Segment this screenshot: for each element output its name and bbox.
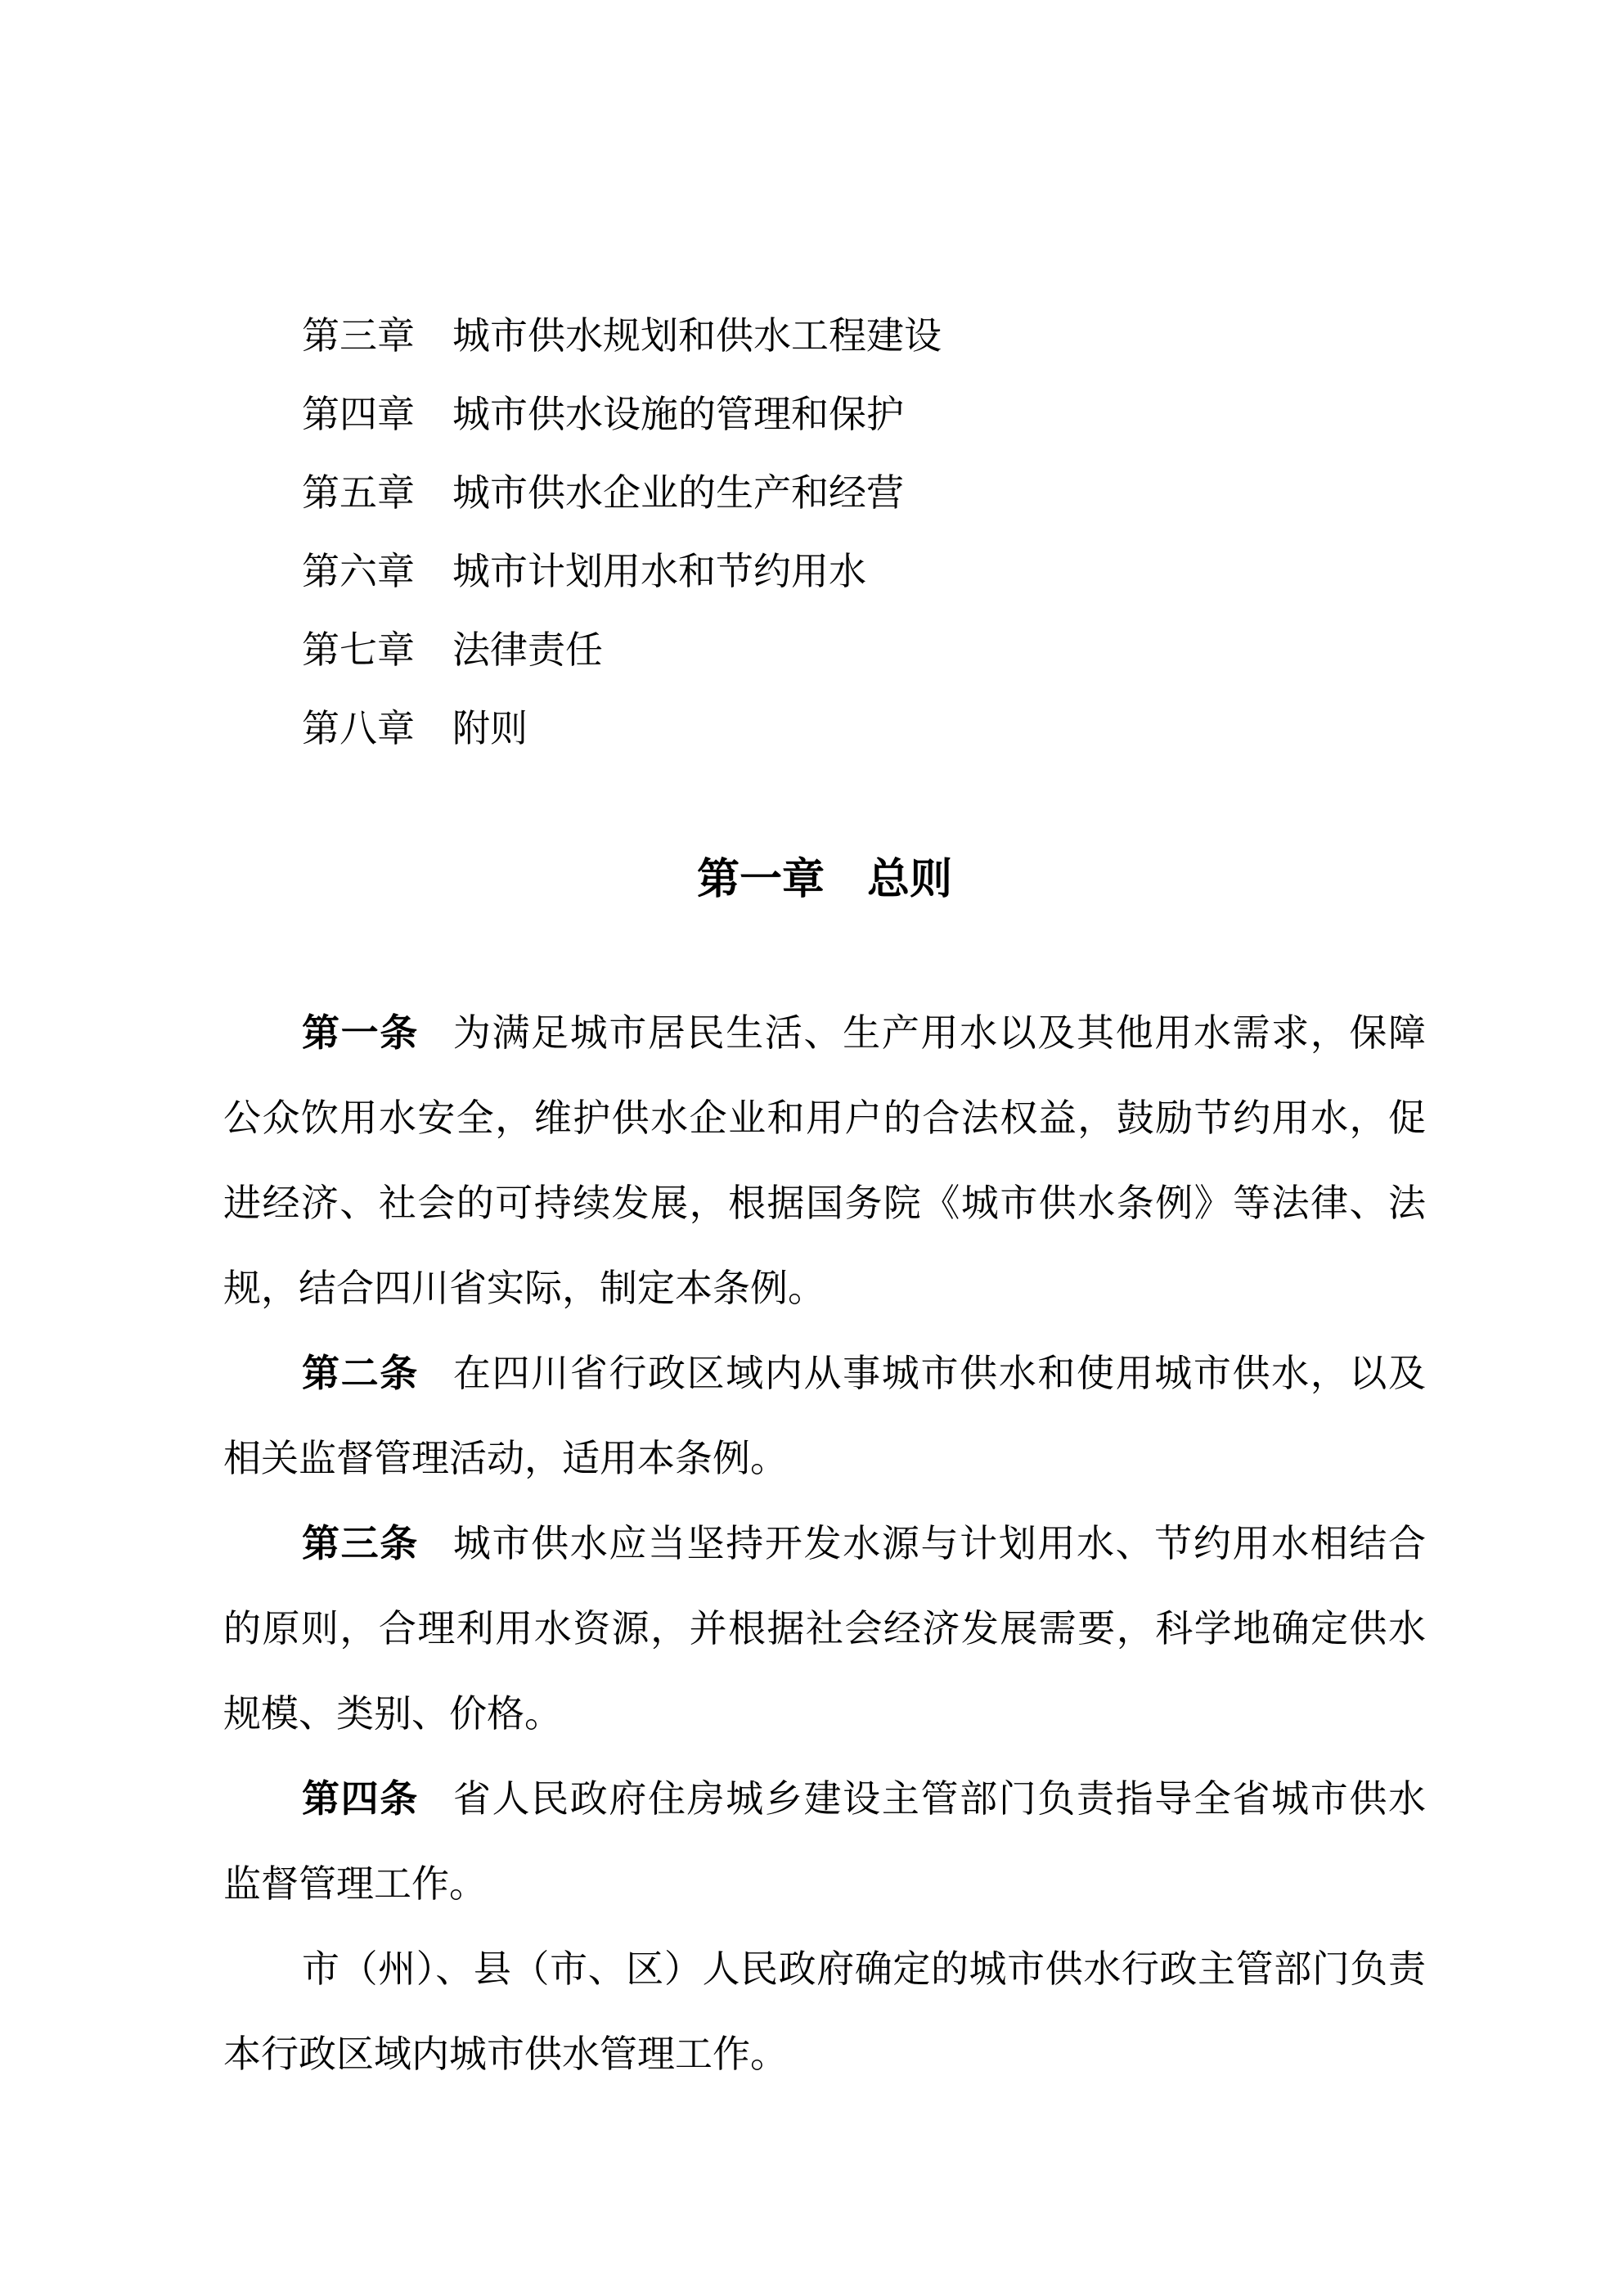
page-content	[223, 0, 1426, 2097]
toc-chapter-label: 第四章	[302, 394, 415, 435]
article-text: 城市供水应当坚持开发水源与计划用水、节约用水相结合的原则，合理利用水资源，并根据社会经济发展需要，科学地确定供水规模、类别、价格。	[223, 1523, 1427, 1735]
toc-chapter-title: 城市供水设施的管理和保护	[452, 394, 904, 435]
toc-item	[223, 533, 1426, 611]
toc-chapter-title: 附则	[452, 708, 528, 750]
toc-chapter-label: 第六章	[302, 551, 415, 592]
article-text: 省人民政府住房城乡建设主管部门负责指导全省城市供水监督管理工作。	[223, 1778, 1427, 1905]
article-text: 为满足城市居民生活、生产用水以及其他用水需求，保障公众饮用水安全，维护供水企业和用户的合法权益，鼓励节约用水，促进经济、社会的可持续发展，根据国务院《城市供水条例》等法律、法规，结合四川省实际，制定本条例。	[223, 1012, 1427, 1309]
article-paragraph	[223, 1757, 1426, 1927]
article-paragraph	[223, 991, 1426, 1331]
chapter-heading: 第一章 总则	[696, 857, 952, 903]
toc-chapter-title: 城市供水企业的生产和经营	[452, 472, 904, 514]
article-number: 第二条	[302, 1353, 419, 1394]
article-text: 市（州）、县（市、区）人民政府确定的城市供水行政主管部门负责本行政区域内城市供水管理工作。	[223, 1948, 1426, 2075]
toc-chapter-title: 城市供水规划和供水工程建设	[452, 315, 942, 357]
toc-item	[223, 297, 1426, 376]
toc-item	[223, 376, 1426, 454]
article-number: 第一条	[302, 1012, 419, 1054]
toc-chapter-label: 第七章	[302, 629, 415, 671]
article-text: 在四川省行政区域内从事城市供水和使用城市供水，以及相关监督管理活动，适用本条例。	[223, 1353, 1427, 1479]
article-number: 第四条	[302, 1778, 419, 1820]
toc-chapter-label: 第三章	[302, 315, 415, 357]
article-paragraph	[223, 1927, 1426, 2097]
toc-item	[223, 690, 1426, 768]
article-number: 第三条	[302, 1523, 419, 1564]
article-paragraph	[223, 1501, 1426, 1757]
toc-chapter-label: 第八章	[302, 708, 415, 750]
article-paragraphs	[223, 991, 1426, 2097]
article-paragraph	[223, 1331, 1426, 1501]
toc-chapter-title: 城市计划用水和节约用水	[452, 551, 866, 592]
toc-chapter-label: 第五章	[302, 472, 415, 514]
toc-item	[223, 454, 1426, 533]
toc-item	[223, 611, 1426, 690]
table-of-contents	[223, 297, 1426, 768]
toc-chapter-title: 法律责任	[452, 629, 603, 671]
